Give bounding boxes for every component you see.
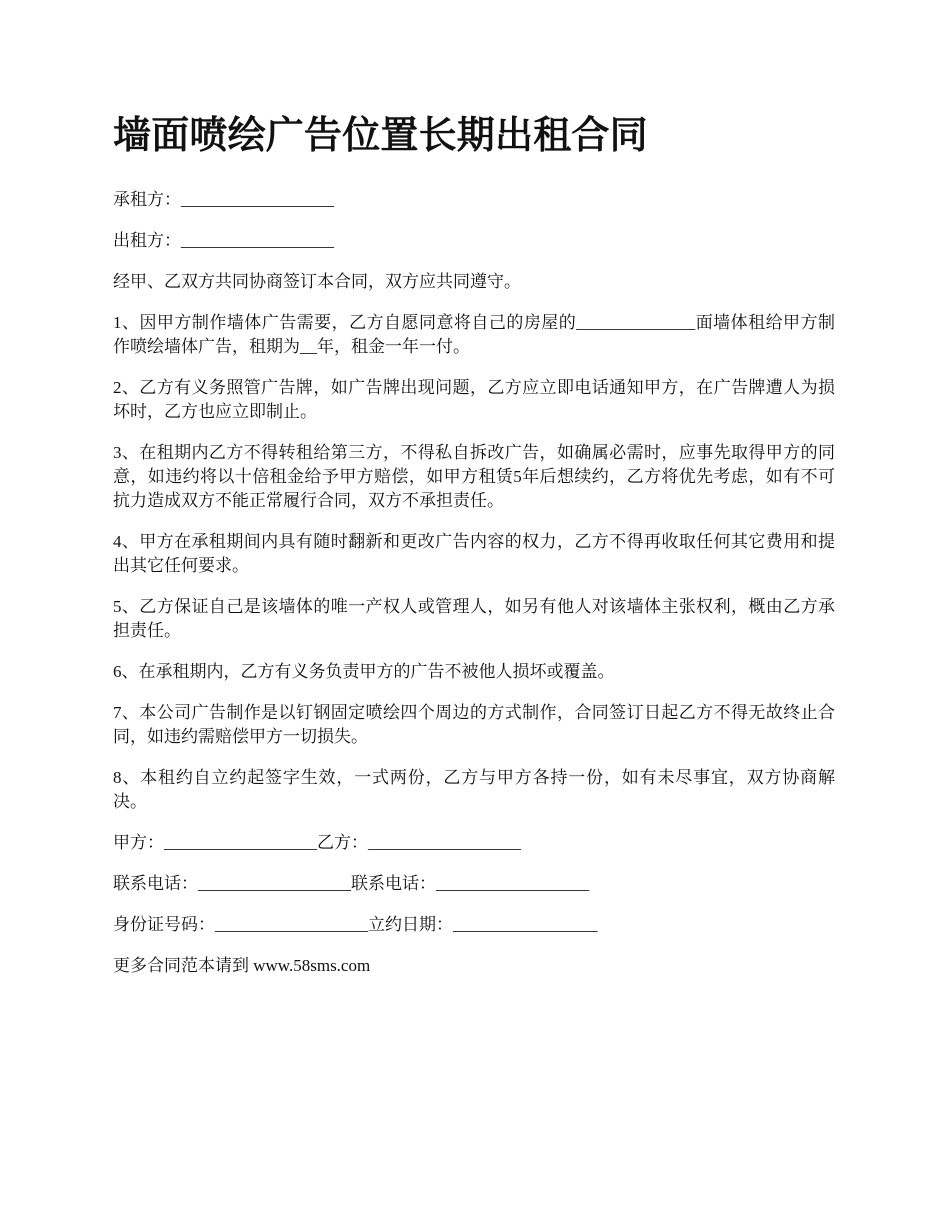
lessee-line: 承租方：__________________ <box>113 190 334 209</box>
clause-1: 1、因甲方制作墙体广告需要，乙方自愿同意将自己的房屋的______________面墙体租给甲方制作喷绘墙体广告，租期为__年，租金一年一付。 <box>113 313 835 356</box>
signature-id-date-line: 身份证号码：__________________立约日期：_________________ <box>113 915 598 934</box>
footer-website-line: 更多合同范本请到 www.58sms.com <box>113 956 371 975</box>
clause-2: 2、乙方有义务照管广告牌，如广告牌出现问题，乙方应立即电话通知甲方，在广告牌遭人为损坏时，乙方也应立即制止。 <box>113 378 835 421</box>
clause-5: 5、乙方保证自己是该墙体的唯一产权人或管理人，如另有他人对该墙体主张权利，概由乙方承担责任。 <box>113 597 835 640</box>
lessor-line: 出租方：__________________ <box>113 231 334 250</box>
clause-4: 4、甲方在承租期间内具有随时翻新和更改广告内容的权力，乙方不得再收取任何其它费用和提出其它任何要求。 <box>113 532 835 575</box>
document-title: 墙面喷绘广告位置长期出租合同 <box>113 115 648 157</box>
contract-page <box>113 112 835 995</box>
contract-intro: 经甲、乙双方共同协商签订本合同，双方应共同遵守。 <box>113 272 521 291</box>
clause-8: 8、本租约自立约起签字生效，一式两份，乙方与甲方各持一份，如有未尽事宜，双方协商解决。 <box>113 768 835 811</box>
clause-7: 7、本公司广告制作是以钉钢固定喷绘四个周边的方式制作，合同签订日起乙方不得无故终止合同，如违约需赔偿甲方一切损失。 <box>113 703 835 746</box>
signature-phone-line: 联系电话：__________________联系电话：__________________ <box>113 874 589 893</box>
signature-party-line: 甲方：__________________乙方：__________________ <box>113 833 521 852</box>
clause-6: 6、在承租期内，乙方有义务负责甲方的广告不被他人损坏或覆盖。 <box>113 662 615 681</box>
clause-3: 3、在租期内乙方不得转租给第三方，不得私自拆改广告，如确属必需时，应事先取得甲方的同意，如违约将以十倍租金给予甲方赔偿，如甲方租赁5年后想续约，乙方将优先考虑，如有不可抗力造成双方不能正常履行合同，双方不承担责任。 <box>113 443 835 510</box>
